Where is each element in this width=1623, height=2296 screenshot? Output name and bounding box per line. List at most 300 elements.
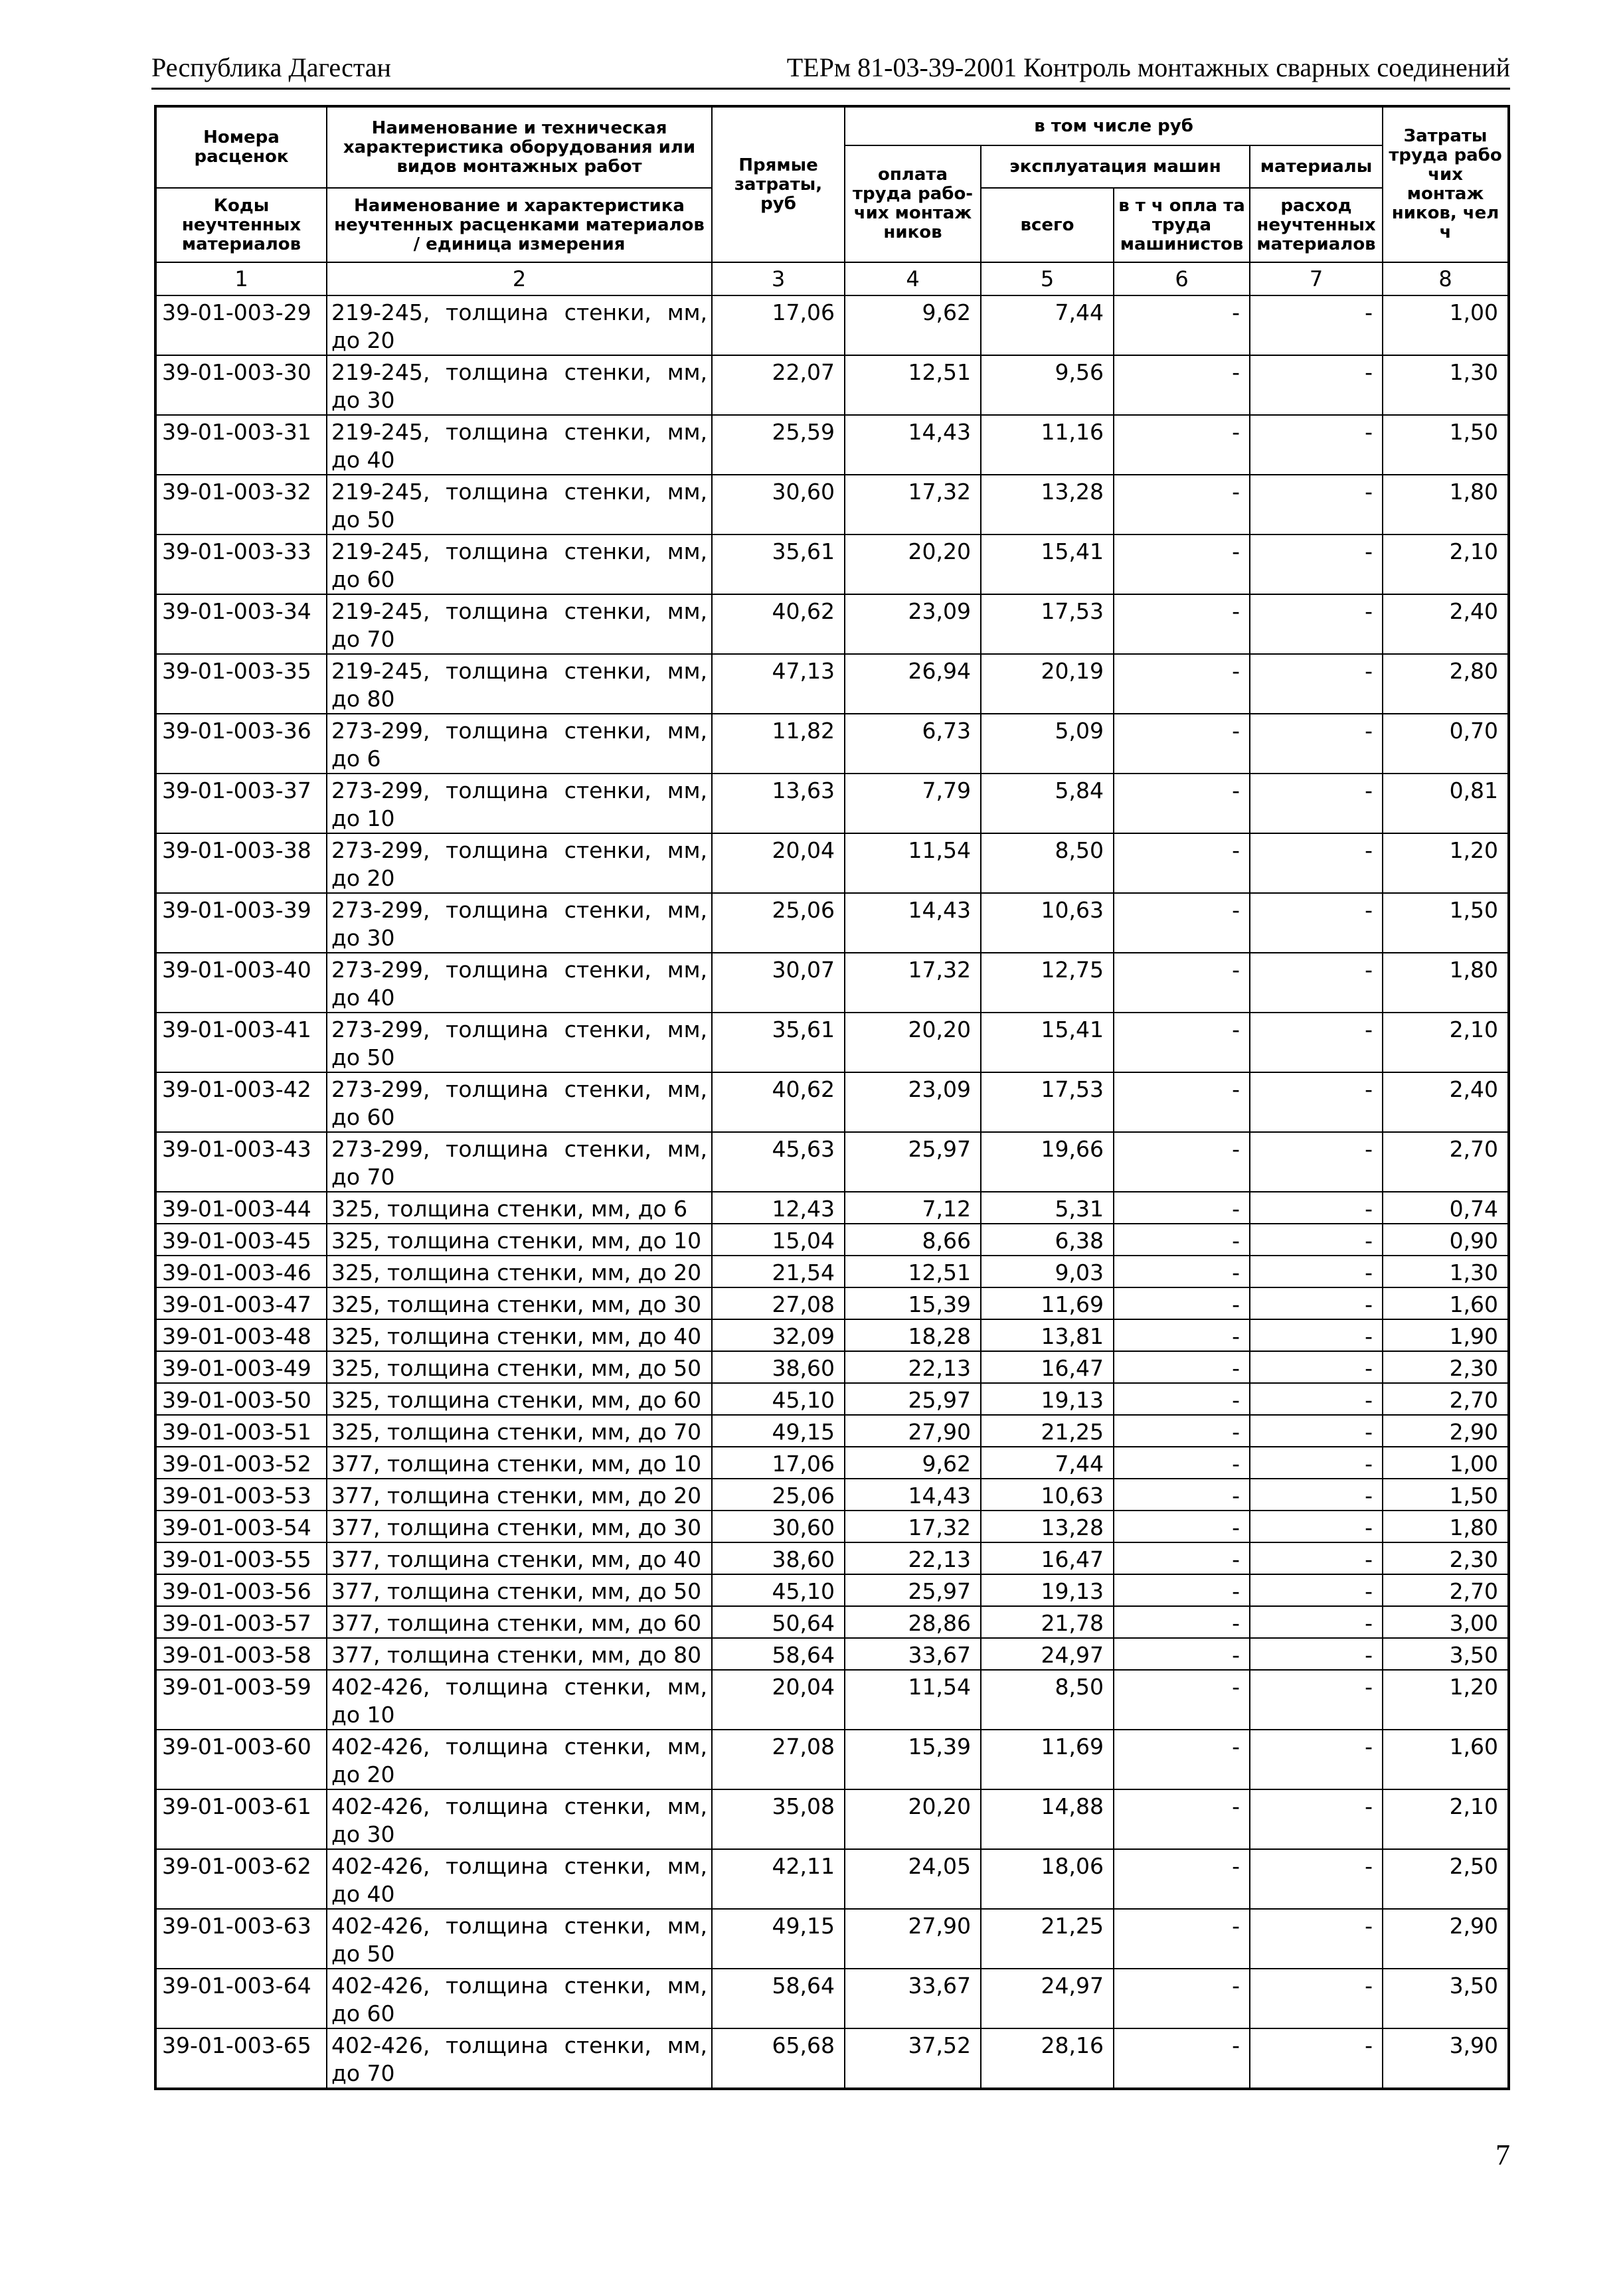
table-row: [155, 1447, 1509, 1479]
worker-pay-cell: 20,20: [845, 1789, 981, 1849]
table-row: [155, 1730, 1509, 1789]
machine-cost-cell: 17,53: [981, 1072, 1114, 1132]
table-row: [155, 295, 1509, 355]
work-description-cell: 273-299, толщина стенки, мм, до 6: [327, 714, 712, 774]
column-number: 5: [981, 262, 1114, 295]
worker-pay-cell: 33,67: [845, 1969, 981, 2028]
worker-pay-cell: 25,97: [845, 1574, 981, 1606]
header-worker-pay: оплата труда рабо-чих монтаж ников: [845, 145, 981, 262]
material-consumption-cell: -: [1250, 1132, 1383, 1192]
material-consumption-cell: -: [1250, 654, 1383, 714]
work-description-cell: 325, толщина стенки, мм, до 70: [327, 1415, 712, 1447]
column-number: 7: [1250, 262, 1383, 295]
machine-cost-cell: 15,41: [981, 534, 1114, 594]
labor-hours-cell: 2,10: [1383, 1789, 1509, 1849]
rate-code-cell: 39-01-003-36: [155, 714, 327, 774]
table-row: [155, 1224, 1509, 1256]
worker-pay-cell: 15,39: [845, 1287, 981, 1319]
machine-cost-cell: 19,66: [981, 1132, 1114, 1192]
labor-hours-cell: 2,40: [1383, 594, 1509, 654]
labor-hours-cell: 1,60: [1383, 1287, 1509, 1319]
machinist-pay-cell: -: [1114, 1192, 1250, 1224]
machinist-pay-cell: -: [1114, 355, 1250, 415]
rate-code-cell: 39-01-003-61: [155, 1789, 327, 1849]
labor-hours-cell: 2,30: [1383, 1542, 1509, 1574]
labor-hours-cell: 3,90: [1383, 2028, 1509, 2089]
work-description-cell: 325, толщина стенки, мм, до 60: [327, 1383, 712, 1415]
worker-pay-cell: 20,20: [845, 534, 981, 594]
table-row: [155, 774, 1509, 833]
rate-code-cell: 39-01-003-39: [155, 893, 327, 953]
direct-costs-cell: 17,06: [712, 295, 845, 355]
labor-hours-cell: 1,90: [1383, 1319, 1509, 1351]
machinist-pay-cell: -: [1114, 1287, 1250, 1319]
rate-code-cell: 39-01-003-48: [155, 1319, 327, 1351]
direct-costs-cell: 25,59: [712, 415, 845, 475]
header-including-group: в том числе руб: [845, 106, 1383, 145]
machinist-pay-cell: -: [1114, 1351, 1250, 1383]
direct-costs-cell: 30,60: [712, 475, 845, 534]
table-row: [155, 1479, 1509, 1511]
rate-code-cell: 39-01-003-34: [155, 594, 327, 654]
direct-costs-cell: 27,08: [712, 1730, 845, 1789]
rate-code-cell: 39-01-003-51: [155, 1415, 327, 1447]
work-description-cell: 377, толщина стенки, мм, до 20: [327, 1479, 712, 1511]
column-number: 2: [327, 262, 712, 295]
labor-hours-cell: 1,30: [1383, 1256, 1509, 1287]
direct-costs-cell: 45,63: [712, 1132, 845, 1192]
worker-pay-cell: 17,32: [845, 475, 981, 534]
column-number: 3: [712, 262, 845, 295]
direct-costs-cell: 25,06: [712, 893, 845, 953]
material-consumption-cell: -: [1250, 1351, 1383, 1383]
rate-code-cell: 39-01-003-44: [155, 1192, 327, 1224]
rate-code-cell: 39-01-003-31: [155, 415, 327, 475]
material-consumption-cell: -: [1250, 1849, 1383, 1909]
table-row: [155, 1256, 1509, 1287]
table-body: [155, 295, 1509, 2089]
table-row: [155, 534, 1509, 594]
work-description-cell: 219-245, толщина стенки, мм, до 70: [327, 594, 712, 654]
direct-costs-cell: 17,06: [712, 1447, 845, 1479]
machine-cost-cell: 16,47: [981, 1351, 1114, 1383]
work-description-cell: 273-299, толщина стенки, мм, до 70: [327, 1132, 712, 1192]
machinist-pay-cell: -: [1114, 1730, 1250, 1789]
material-consumption-cell: -: [1250, 833, 1383, 893]
machinist-pay-cell: -: [1114, 1670, 1250, 1730]
labor-hours-cell: 2,70: [1383, 1132, 1509, 1192]
work-description-cell: 219-245, толщина стенки, мм, до 80: [327, 654, 712, 714]
machine-cost-cell: 10,63: [981, 893, 1114, 953]
header-rule: [151, 88, 1510, 90]
document-title: ТЕРм 81-03-39-2001 Контроль монтажных сварных соединений: [786, 52, 1510, 82]
machinist-pay-cell: -: [1114, 1013, 1250, 1072]
machine-cost-cell: 13,81: [981, 1319, 1114, 1351]
direct-costs-cell: 32,09: [712, 1319, 845, 1351]
machinist-pay-cell: -: [1114, 1789, 1250, 1849]
direct-costs-cell: 58,64: [712, 1969, 845, 2028]
work-description-cell: 219-245, толщина стенки, мм, до 60: [327, 534, 712, 594]
material-consumption-cell: -: [1250, 1383, 1383, 1415]
machinist-pay-cell: -: [1114, 1542, 1250, 1574]
direct-costs-cell: 38,60: [712, 1351, 845, 1383]
material-consumption-cell: -: [1250, 1969, 1383, 2028]
worker-pay-cell: 22,13: [845, 1542, 981, 1574]
labor-hours-cell: 1,30: [1383, 355, 1509, 415]
machine-cost-cell: 19,13: [981, 1383, 1114, 1415]
direct-costs-cell: 45,10: [712, 1383, 845, 1415]
machine-cost-cell: 18,06: [981, 1849, 1114, 1909]
material-consumption-cell: -: [1250, 1224, 1383, 1256]
table-row: [155, 833, 1509, 893]
table-row: [155, 1132, 1509, 1192]
material-consumption-cell: -: [1250, 1511, 1383, 1542]
machinist-pay-cell: -: [1114, 714, 1250, 774]
labor-hours-cell: 2,10: [1383, 534, 1509, 594]
machine-cost-cell: 6,38: [981, 1224, 1114, 1256]
labor-hours-cell: 0,74: [1383, 1192, 1509, 1224]
rate-code-cell: 39-01-003-32: [155, 475, 327, 534]
machine-cost-cell: 20,19: [981, 654, 1114, 714]
machine-cost-cell: 17,53: [981, 594, 1114, 654]
worker-pay-cell: 11,54: [845, 833, 981, 893]
material-consumption-cell: -: [1250, 355, 1383, 415]
table-row: [155, 1415, 1509, 1447]
work-description-cell: 219-245, толщина стенки, мм, до 20: [327, 295, 712, 355]
header-labor-hours: Затраты труда рабо чих монтаж ников, чел ч: [1383, 106, 1509, 262]
rates-table: [154, 105, 1510, 2090]
table-row: [155, 1638, 1509, 1670]
table-row: [155, 2028, 1509, 2089]
direct-costs-cell: 65,68: [712, 2028, 845, 2089]
material-consumption-cell: -: [1250, 415, 1383, 475]
machine-cost-cell: 21,25: [981, 1415, 1114, 1447]
rate-code-cell: 39-01-003-40: [155, 953, 327, 1013]
machinist-pay-cell: -: [1114, 1224, 1250, 1256]
region-title: Республика Дагестан: [151, 52, 391, 82]
table-row: [155, 594, 1509, 654]
labor-hours-cell: 0,70: [1383, 714, 1509, 774]
direct-costs-cell: 40,62: [712, 1072, 845, 1132]
material-consumption-cell: -: [1250, 1909, 1383, 1969]
column-number: 1: [155, 262, 327, 295]
direct-costs-cell: 30,07: [712, 953, 845, 1013]
rate-code-cell: 39-01-003-46: [155, 1256, 327, 1287]
machine-cost-cell: 7,44: [981, 1447, 1114, 1479]
table-row: [155, 1909, 1509, 1969]
machinist-pay-cell: -: [1114, 2028, 1250, 2089]
machinist-pay-cell: -: [1114, 594, 1250, 654]
machine-cost-cell: 28,16: [981, 2028, 1114, 2089]
rate-code-cell: 39-01-003-63: [155, 1909, 327, 1969]
work-description-cell: 377, толщина стенки, мм, до 50: [327, 1574, 712, 1606]
header-material-consumption: расход неучтенных материалов: [1250, 188, 1383, 262]
direct-costs-cell: 40,62: [712, 594, 845, 654]
direct-costs-cell: 20,04: [712, 1670, 845, 1730]
table-row: [155, 654, 1509, 714]
direct-costs-cell: 58,64: [712, 1638, 845, 1670]
machinist-pay-cell: -: [1114, 1479, 1250, 1511]
work-description-cell: 325, толщина стенки, мм, до 50: [327, 1351, 712, 1383]
rate-code-cell: 39-01-003-37: [155, 774, 327, 833]
worker-pay-cell: 12,51: [845, 1256, 981, 1287]
material-consumption-cell: -: [1250, 714, 1383, 774]
machinist-pay-cell: -: [1114, 415, 1250, 475]
worker-pay-cell: 9,62: [845, 295, 981, 355]
table-row: [155, 475, 1509, 534]
material-consumption-cell: -: [1250, 1574, 1383, 1606]
direct-costs-cell: 21,54: [712, 1256, 845, 1287]
rate-code-cell: 39-01-003-64: [155, 1969, 327, 2028]
machinist-pay-cell: -: [1114, 534, 1250, 594]
machinist-pay-cell: -: [1114, 893, 1250, 953]
direct-costs-cell: 47,13: [712, 654, 845, 714]
material-consumption-cell: -: [1250, 1638, 1383, 1670]
header-machinist-pay: в т ч опла та труда машинистов: [1114, 188, 1250, 262]
material-consumption-cell: -: [1250, 1072, 1383, 1132]
labor-hours-cell: 3,50: [1383, 1969, 1509, 2028]
material-consumption-cell: -: [1250, 1415, 1383, 1447]
worker-pay-cell: 9,62: [845, 1447, 981, 1479]
worker-pay-cell: 37,52: [845, 2028, 981, 2089]
machinist-pay-cell: -: [1114, 1256, 1250, 1287]
direct-costs-cell: 20,04: [712, 833, 845, 893]
labor-hours-cell: 1,50: [1383, 415, 1509, 475]
machine-cost-cell: 16,47: [981, 1542, 1114, 1574]
header-materials: материалы: [1250, 145, 1383, 188]
machine-cost-cell: 8,50: [981, 1670, 1114, 1730]
worker-pay-cell: 11,54: [845, 1670, 981, 1730]
rate-code-cell: 39-01-003-43: [155, 1132, 327, 1192]
direct-costs-cell: 49,15: [712, 1909, 845, 1969]
machinist-pay-cell: -: [1114, 833, 1250, 893]
labor-hours-cell: 1,80: [1383, 953, 1509, 1013]
rate-code-cell: 39-01-003-47: [155, 1287, 327, 1319]
worker-pay-cell: 17,32: [845, 1511, 981, 1542]
header-material-name: Наименование и характеристика неучтенных расценками материалов / единица измерения: [327, 188, 712, 262]
worker-pay-cell: 24,05: [845, 1849, 981, 1909]
direct-costs-cell: 13,63: [712, 774, 845, 833]
direct-costs-cell: 50,64: [712, 1606, 845, 1638]
material-consumption-cell: -: [1250, 295, 1383, 355]
table-row: [155, 1383, 1509, 1415]
worker-pay-cell: 14,43: [845, 1479, 981, 1511]
work-description-cell: 377, толщина стенки, мм, до 40: [327, 1542, 712, 1574]
rate-code-cell: 39-01-003-35: [155, 654, 327, 714]
work-description-cell: 273-299, толщина стенки, мм, до 20: [327, 833, 712, 893]
labor-hours-cell: 1,80: [1383, 1511, 1509, 1542]
work-description-cell: 402-426, толщина стенки, мм, до 10: [327, 1670, 712, 1730]
work-description-cell: 273-299, толщина стенки, мм, до 60: [327, 1072, 712, 1132]
direct-costs-cell: 42,11: [712, 1849, 845, 1909]
machine-cost-cell: 19,13: [981, 1574, 1114, 1606]
worker-pay-cell: 18,28: [845, 1319, 981, 1351]
machinist-pay-cell: -: [1114, 1383, 1250, 1415]
labor-hours-cell: 1,50: [1383, 893, 1509, 953]
labor-hours-cell: 3,00: [1383, 1606, 1509, 1638]
machinist-pay-cell: -: [1114, 1849, 1250, 1909]
machine-cost-cell: 9,03: [981, 1256, 1114, 1287]
work-description-cell: 402-426, толщина стенки, мм, до 70: [327, 2028, 712, 2089]
material-consumption-cell: -: [1250, 1256, 1383, 1287]
labor-hours-cell: 2,90: [1383, 1909, 1509, 1969]
machinist-pay-cell: -: [1114, 1606, 1250, 1638]
labor-hours-cell: 2,50: [1383, 1849, 1509, 1909]
machine-cost-cell: 21,25: [981, 1909, 1114, 1969]
work-description-cell: 402-426, толщина стенки, мм, до 50: [327, 1909, 712, 1969]
rate-code-cell: 39-01-003-62: [155, 1849, 327, 1909]
table-row: [155, 1969, 1509, 2028]
worker-pay-cell: 7,12: [845, 1192, 981, 1224]
labor-hours-cell: 1,00: [1383, 295, 1509, 355]
machine-cost-cell: 10,63: [981, 1479, 1114, 1511]
rate-code-cell: 39-01-003-42: [155, 1072, 327, 1132]
work-description-cell: 273-299, толщина стенки, мм, до 50: [327, 1013, 712, 1072]
material-consumption-cell: -: [1250, 1013, 1383, 1072]
labor-hours-cell: 1,20: [1383, 833, 1509, 893]
rate-code-cell: 39-01-003-55: [155, 1542, 327, 1574]
table-row: [155, 1574, 1509, 1606]
header-direct-costs: Прямые затраты, руб: [712, 106, 845, 262]
work-description-cell: 325, толщина стенки, мм, до 30: [327, 1287, 712, 1319]
work-description-cell: 377, толщина стенки, мм, до 10: [327, 1447, 712, 1479]
machinist-pay-cell: -: [1114, 295, 1250, 355]
table-header: [155, 106, 1509, 295]
direct-costs-cell: 38,60: [712, 1542, 845, 1574]
machinist-pay-cell: -: [1114, 1511, 1250, 1542]
machine-cost-cell: 5,09: [981, 714, 1114, 774]
labor-hours-cell: 3,50: [1383, 1638, 1509, 1670]
direct-costs-cell: 49,15: [712, 1415, 845, 1447]
column-number: 6: [1114, 262, 1250, 295]
table-row: [155, 1013, 1509, 1072]
work-description-cell: 402-426, толщина стенки, мм, до 60: [327, 1969, 712, 2028]
machinist-pay-cell: -: [1114, 1909, 1250, 1969]
worker-pay-cell: 6,73: [845, 714, 981, 774]
direct-costs-cell: 15,04: [712, 1224, 845, 1256]
material-consumption-cell: -: [1250, 1447, 1383, 1479]
table-row: [155, 1319, 1509, 1351]
work-description-cell: 219-245, толщина стенки, мм, до 40: [327, 415, 712, 475]
rate-code-cell: 39-01-003-33: [155, 534, 327, 594]
worker-pay-cell: 33,67: [845, 1638, 981, 1670]
direct-costs-cell: 25,06: [712, 1479, 845, 1511]
table-row: [155, 415, 1509, 475]
work-description-cell: 402-426, толщина стенки, мм, до 40: [327, 1849, 712, 1909]
work-description-cell: 377, толщина стенки, мм, до 60: [327, 1606, 712, 1638]
material-consumption-cell: -: [1250, 774, 1383, 833]
worker-pay-cell: 8,66: [845, 1224, 981, 1256]
rate-code-cell: 39-01-003-53: [155, 1479, 327, 1511]
rate-code-cell: 39-01-003-60: [155, 1730, 327, 1789]
labor-hours-cell: 2,70: [1383, 1574, 1509, 1606]
direct-costs-cell: 11,82: [712, 714, 845, 774]
table-row: [155, 1670, 1509, 1730]
material-consumption-cell: -: [1250, 1542, 1383, 1574]
worker-pay-cell: 28,86: [845, 1606, 981, 1638]
machine-cost-cell: 11,69: [981, 1287, 1114, 1319]
labor-hours-cell: 2,70: [1383, 1383, 1509, 1415]
table-row: [155, 893, 1509, 953]
header-work-name: Наименование и техническая характеристика оборудования или видов монтажных работ: [327, 106, 712, 188]
table-row: [155, 1351, 1509, 1383]
work-description-cell: 325, толщина стенки, мм, до 40: [327, 1319, 712, 1351]
machine-cost-cell: 15,41: [981, 1013, 1114, 1072]
worker-pay-cell: 23,09: [845, 1072, 981, 1132]
table-row: [155, 1192, 1509, 1224]
material-consumption-cell: -: [1250, 893, 1383, 953]
table-row: [155, 1542, 1509, 1574]
labor-hours-cell: 2,90: [1383, 1415, 1509, 1447]
column-number: 4: [845, 262, 981, 295]
work-description-cell: 219-245, толщина стенки, мм, до 30: [327, 355, 712, 415]
labor-hours-cell: 2,30: [1383, 1351, 1509, 1383]
machinist-pay-cell: -: [1114, 1415, 1250, 1447]
table-row: [155, 1287, 1509, 1319]
machine-cost-cell: 11,69: [981, 1730, 1114, 1789]
material-consumption-cell: -: [1250, 475, 1383, 534]
machinist-pay-cell: -: [1114, 1969, 1250, 2028]
machine-cost-cell: 8,50: [981, 833, 1114, 893]
rate-code-cell: 39-01-003-45: [155, 1224, 327, 1256]
machine-cost-cell: 21,78: [981, 1606, 1114, 1638]
direct-costs-cell: 35,08: [712, 1789, 845, 1849]
page-number: 7: [1495, 2139, 1510, 2171]
rate-code-cell: 39-01-003-49: [155, 1351, 327, 1383]
machine-cost-cell: 5,84: [981, 774, 1114, 833]
material-consumption-cell: -: [1250, 2028, 1383, 2089]
material-consumption-cell: -: [1250, 1479, 1383, 1511]
material-consumption-cell: -: [1250, 1730, 1383, 1789]
material-consumption-cell: -: [1250, 1789, 1383, 1849]
direct-costs-cell: 27,08: [712, 1287, 845, 1319]
direct-costs-cell: 12,43: [712, 1192, 845, 1224]
column-numbers-row: [155, 262, 1509, 295]
work-description-cell: 273-299, толщина стенки, мм, до 40: [327, 953, 712, 1013]
work-description-cell: 377, толщина стенки, мм, до 80: [327, 1638, 712, 1670]
labor-hours-cell: 1,50: [1383, 1479, 1509, 1511]
worker-pay-cell: 27,90: [845, 1909, 981, 1969]
machinist-pay-cell: -: [1114, 475, 1250, 534]
direct-costs-cell: 35,61: [712, 1013, 845, 1072]
rate-code-cell: 39-01-003-56: [155, 1574, 327, 1606]
work-description-cell: 402-426, толщина стенки, мм, до 20: [327, 1730, 712, 1789]
material-consumption-cell: -: [1250, 1287, 1383, 1319]
rate-code-cell: 39-01-003-57: [155, 1606, 327, 1638]
rate-code-cell: 39-01-003-50: [155, 1383, 327, 1415]
material-consumption-cell: -: [1250, 953, 1383, 1013]
rate-code-cell: 39-01-003-54: [155, 1511, 327, 1542]
rate-code-cell: 39-01-003-52: [155, 1447, 327, 1479]
worker-pay-cell: 20,20: [845, 1013, 981, 1072]
direct-costs-cell: 22,07: [712, 355, 845, 415]
labor-hours-cell: 2,80: [1383, 654, 1509, 714]
material-consumption-cell: -: [1250, 1319, 1383, 1351]
machinist-pay-cell: -: [1114, 1638, 1250, 1670]
rate-code-cell: 39-01-003-65: [155, 2028, 327, 2089]
labor-hours-cell: 2,10: [1383, 1013, 1509, 1072]
rate-code-cell: 39-01-003-58: [155, 1638, 327, 1670]
labor-hours-cell: 1,00: [1383, 1447, 1509, 1479]
worker-pay-cell: 27,90: [845, 1415, 981, 1447]
header-rate-numbers: Номера расценок: [155, 106, 327, 188]
worker-pay-cell: 17,32: [845, 953, 981, 1013]
machine-cost-cell: 24,97: [981, 1638, 1114, 1670]
table-row: [155, 1072, 1509, 1132]
table-row: [155, 714, 1509, 774]
header-material-codes: Коды неучтенных материалов: [155, 188, 327, 262]
direct-costs-cell: 45,10: [712, 1574, 845, 1606]
